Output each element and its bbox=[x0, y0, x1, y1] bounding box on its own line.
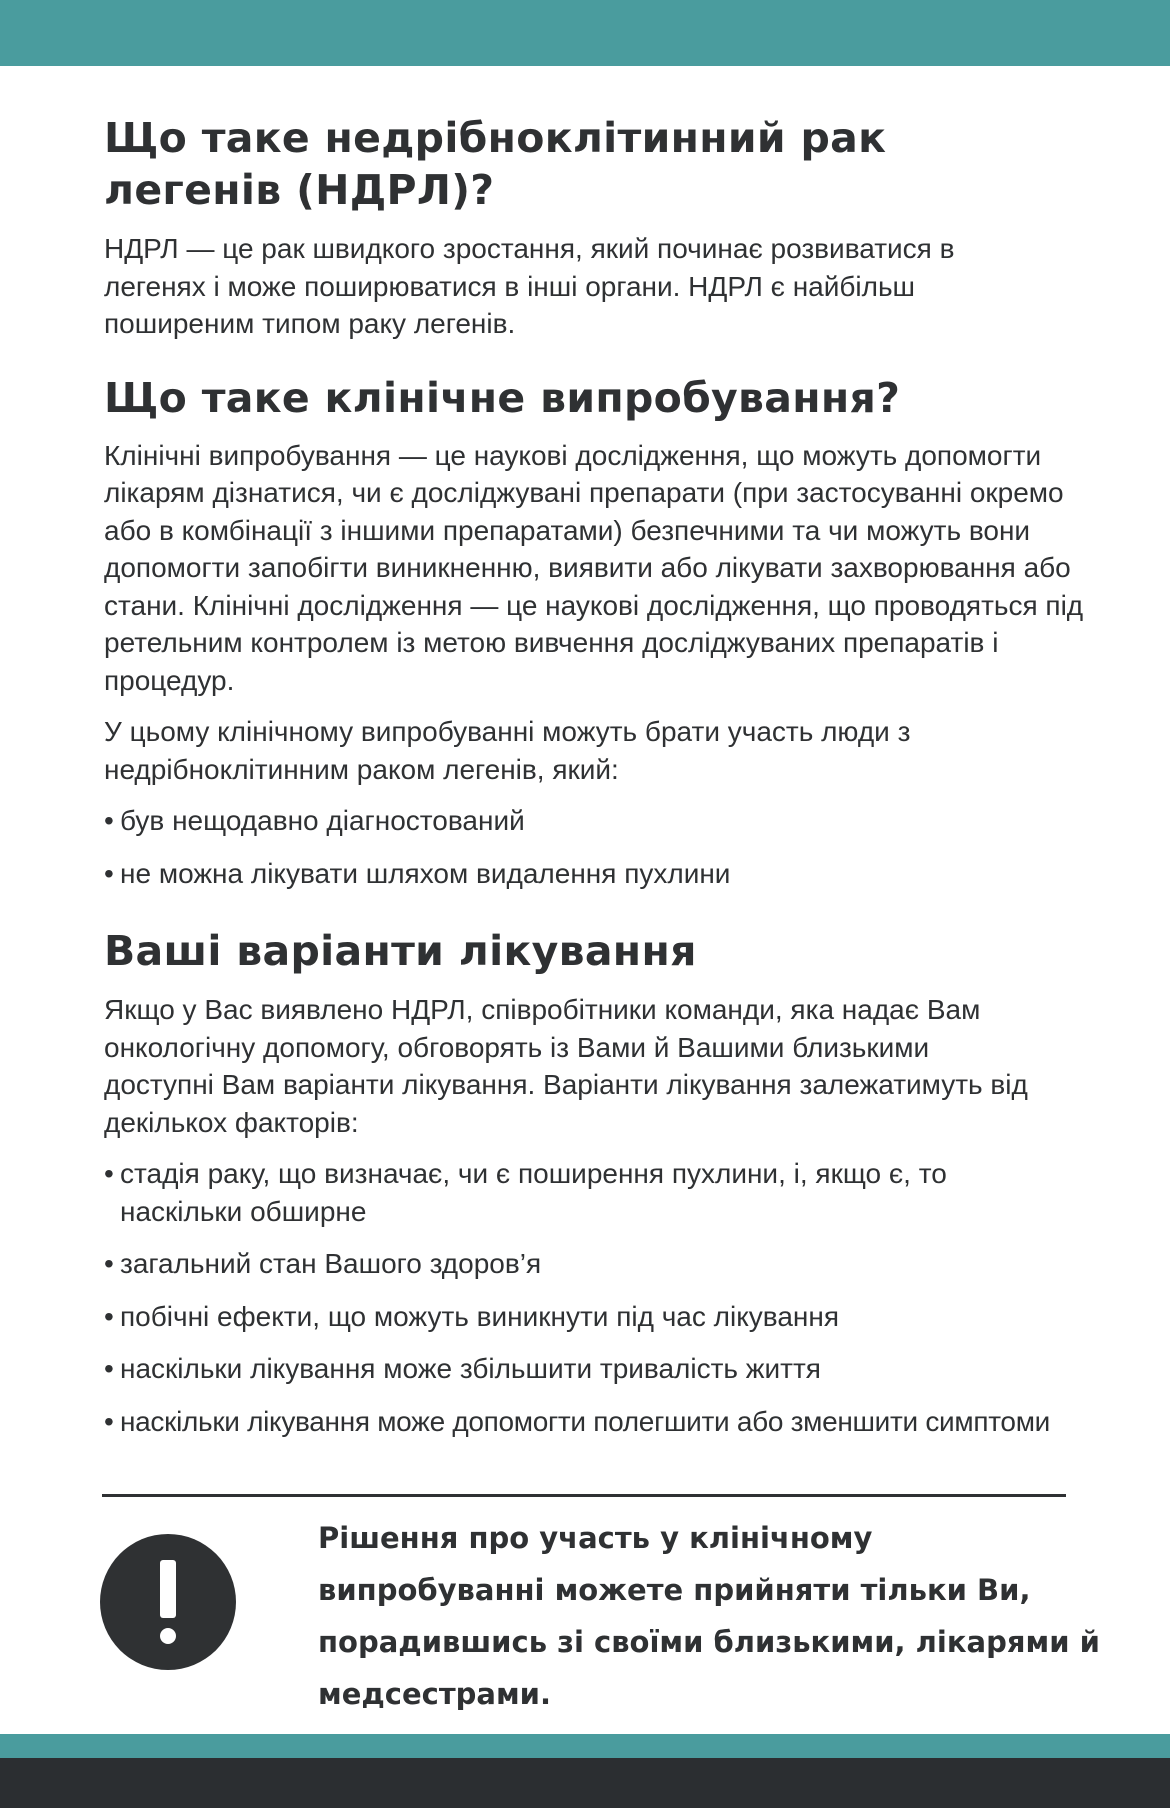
bottom-dark-band bbox=[0, 1758, 1170, 1808]
exclamation-icon bbox=[100, 1534, 236, 1670]
heading-clinical-trial: Що таке клінічне випробування? bbox=[104, 373, 901, 422]
heading-line-1: Що таке недрібноклітинний рак bbox=[104, 114, 887, 162]
eligibility-paragraph: У цьому клінічному випробуванні можуть брати участь люди з недрібноклітинним раком легенів, який: bbox=[104, 716, 911, 785]
list-item: • не можна лікувати шляхом видалення пухлини bbox=[104, 855, 1104, 893]
main-content bbox=[104, 112, 1104, 1455]
heading-what-is-nsclc bbox=[104, 112, 1104, 216]
treatment-factors-list bbox=[104, 1155, 1104, 1440]
list-item: • був нещодавно діагностований bbox=[104, 802, 1104, 840]
top-teal-band bbox=[0, 0, 1170, 66]
bottom-teal-band bbox=[0, 1734, 1170, 1758]
treatment-paragraph: Якщо у Вас виявлено НДРЛ, співробітники команди, яка надає Вам онкологічну допомогу, обговорять із Вами й Вашими близькими доступні Вам варіанти лікування. Варіанти лікування залежатимуть від декількох факторів: bbox=[104, 994, 1028, 1138]
list-item: • загальний стан Вашого здоров’я bbox=[104, 1245, 1104, 1283]
eligibility-list bbox=[104, 802, 1104, 892]
clinical-trial-paragraph: Клінічні випробування — це наукові дослідження, що можуть допомогти лікарям дізнатися, чи є досліджувані препарати (при застосуванні окремо або в комбінації з іншими препаратами) безпечними та чи можуть вони допомогти запобігти виникненню, виявити або лікувати захворювання або стани. Клінічні дослідження — це наукові дослідження, що проводяться під ретельним контролем із метою вивчення досліджуваних препаратів і процедур. bbox=[104, 439, 1084, 696]
list-item: • наскільки лікування може допомогти полегшити або зменшити симптоми bbox=[104, 1403, 1104, 1441]
decision-callout: Рішення про участь у клінічному випробуванні можете прийняти тільки Ви, порадившись зі своїми близькими, лікарями й медсестрами. bbox=[318, 1521, 1100, 1711]
list-item: • стадія раку, що визначає, чи є поширення пухлини, і, якщо є, то наскільки обширне bbox=[104, 1155, 1040, 1230]
nsclc-paragraph: НДРЛ — це рак швидкого зростання, який починає розвиватися в легенях і може поширюватися в інші органи. НДРЛ є найбільш поширеним типом раку легенів. bbox=[104, 233, 955, 339]
heading-line-2: легенів (НДРЛ)? bbox=[104, 166, 495, 214]
list-item: • побічні ефекти, що можуть виникнути під час лікування bbox=[104, 1298, 1104, 1336]
section-divider bbox=[102, 1494, 1066, 1497]
heading-treatment-options: Ваші варіанти лікування bbox=[104, 927, 697, 975]
list-item: • наскільки лікування може збільшити тривалість життя bbox=[104, 1350, 1104, 1388]
